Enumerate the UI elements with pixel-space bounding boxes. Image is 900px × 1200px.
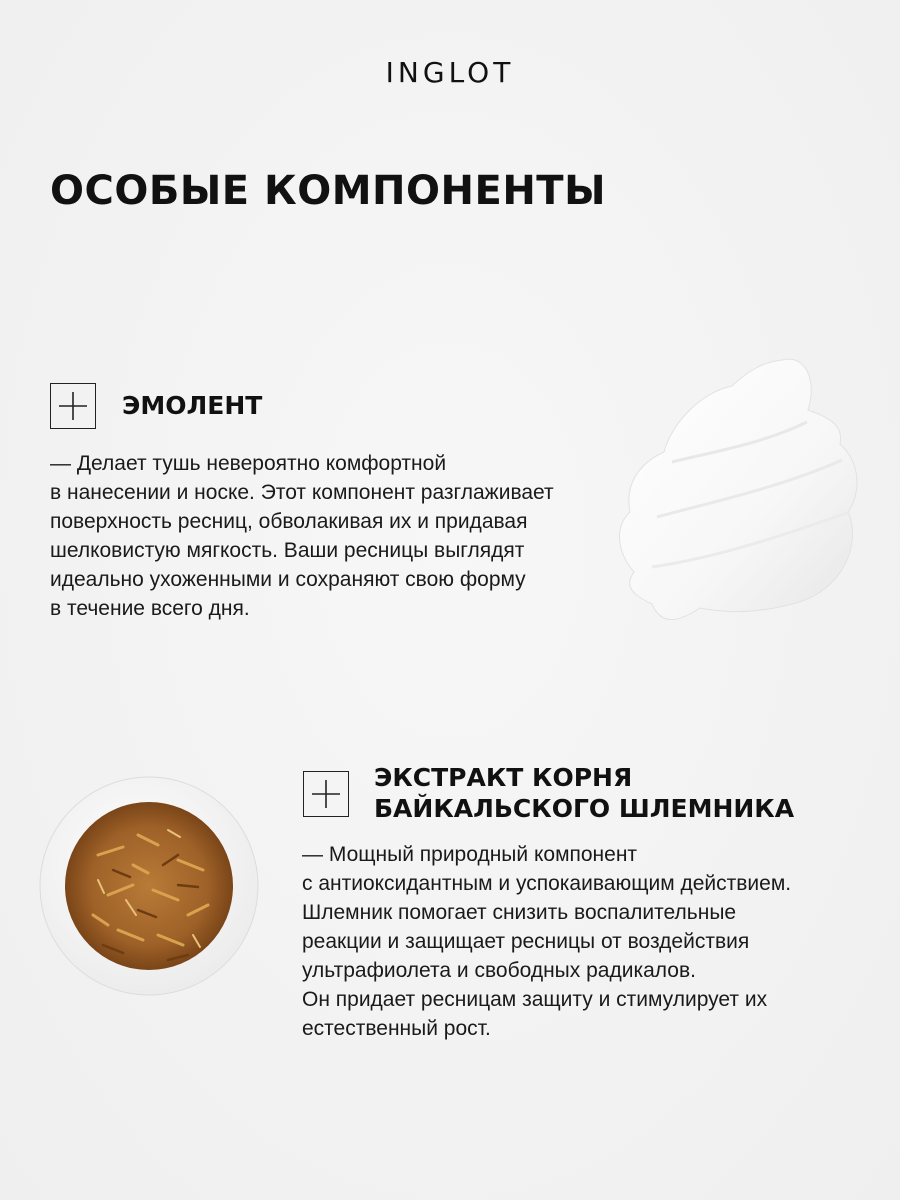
skullcap-desc-line: естественный рост. bbox=[302, 1017, 491, 1040]
skullcap-desc-line: ультрафиолета и свободных радикалов. bbox=[302, 959, 696, 982]
skullcap-desc-line: реакции и защищает ресницы от воздействия bbox=[302, 930, 750, 953]
emollient-desc-line: — Делает тушь невероятно комфортной bbox=[50, 452, 447, 475]
cream-swatch-image bbox=[612, 352, 872, 637]
emollient-desc-line: в нанесении и носке. Этот компонент разглаживает bbox=[50, 481, 554, 504]
brand-logo: INGLOT bbox=[385, 56, 515, 89]
skullcap-desc-line: — Мощный природный компонент bbox=[302, 843, 638, 866]
skullcap-title-line: БАЙКАЛЬСКОГО ШЛЕМНИКА bbox=[374, 794, 795, 823]
emollient-description bbox=[50, 449, 554, 623]
emollient-title-line: ЭМОЛЕНТ bbox=[122, 391, 263, 420]
skullcap-plus-icon[interactable] bbox=[303, 771, 349, 817]
skullcap-desc-line: с антиоксидантным и успокаивающим действием. bbox=[302, 872, 792, 895]
skullcap-desc-line: Шлемник помогает снизить воспалительные bbox=[302, 901, 737, 924]
skullcap-title-line: ЭКСТРАКТ КОРНЯ bbox=[374, 763, 633, 792]
emollient-desc-line: идеально ухоженными и сохраняют свою форму bbox=[50, 568, 526, 591]
emollient-title bbox=[122, 390, 262, 421]
emollient-desc-line: в течение всего дня. bbox=[50, 597, 250, 620]
skullcap-title bbox=[374, 762, 794, 824]
page-title: ОСОБЫЕ КОМПОНЕНТЫ bbox=[50, 168, 607, 214]
emollient-desc-line: шелковистую мягкость. Ваши ресницы выглядят bbox=[50, 539, 525, 562]
skullcap-desc-line: Он придает ресницам защиту и стимулирует их bbox=[302, 988, 768, 1011]
dried-root-plate-image bbox=[38, 775, 260, 997]
skullcap-description bbox=[302, 840, 791, 1043]
emollient-desc-line: поверхность ресниц, обволакивая их и придавая bbox=[50, 510, 528, 533]
emollient-plus-icon[interactable] bbox=[50, 383, 96, 429]
